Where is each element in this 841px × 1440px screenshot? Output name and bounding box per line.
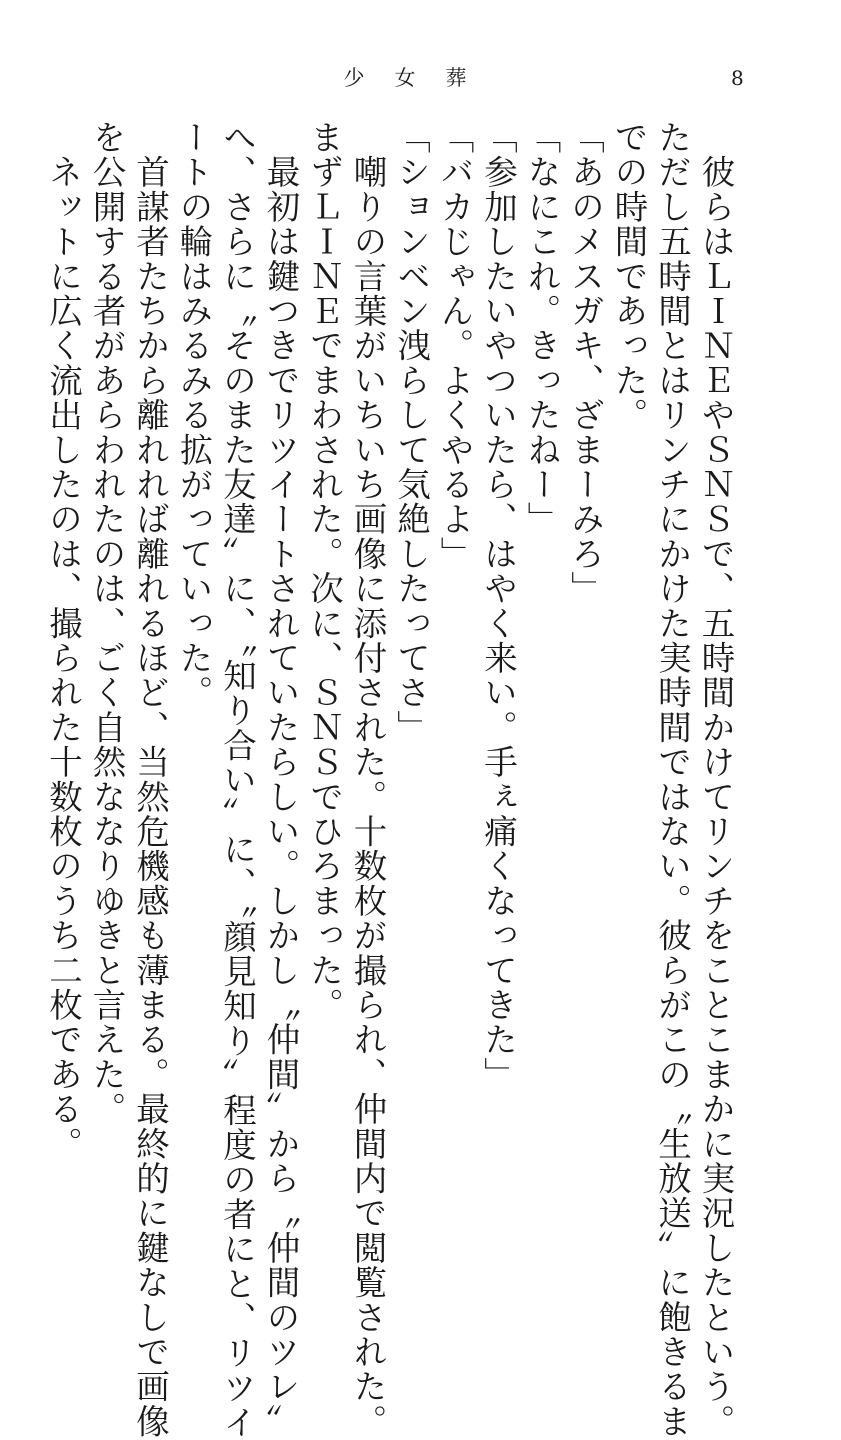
page-number: 8	[731, 66, 744, 90]
text-line: まずＬＩＮＥでまわされた。次に、ＳＮＳでひろまった。	[304, 120, 344, 1023]
text-line: ただし五時間とはリンチにかけた実時間ではない。彼らがこの〝生放送〟に飽きるま	[652, 120, 692, 1439]
text-line: 最初は鍵つきでリツイートされていたらしい。しかし〝仲間〟から〝仲間のツレ〟	[261, 120, 300, 1439]
text-line: 「あのメスガキ、ざまーみろ」	[565, 120, 605, 606]
text-line: ートの輪はみるみる拡がっていった。	[174, 120, 213, 710]
text-line: 「バカじゃん。よくやるよ」	[435, 120, 474, 572]
text-line: 「なにこれ。きったねー」	[522, 120, 561, 537]
text-line: へ、さらに〝そのまた友達〟に、〝知り合い〟に、〝顔見知り〟程度の者にと、リツイ	[217, 120, 257, 1440]
text-line: 彼らはＬＩＮＥやＳＮＳで、五時間かけてリンチをことこまかに実況したという。	[696, 120, 735, 1439]
body-text	[41, 120, 737, 1440]
text-line: での時間であった。	[609, 120, 648, 433]
text-line: 「参加したいやついたら、はやく来い。手ぇ痛くなってきた」	[478, 120, 518, 1092]
text-line: ネットに広く流出したのは、撮られた十数枚のうち二枚である。	[43, 120, 83, 1161]
text-line: 首謀者たちから離れれば離れるほど、当然危機感も薄まる。最終的に鍵なしで画像	[130, 120, 170, 1439]
running-title: 少女葬	[343, 66, 497, 90]
text-line: 「ションベン洩らして気絶したってさ」	[391, 120, 431, 745]
text-line: 嘲りの言葉がいちいち画像に添付された。十数枚が撮られ、仲間内で閲覧された。	[348, 120, 387, 1439]
text-line: を公開する者があらわれたのは、ごく自然ななりゆきと言えた。	[87, 120, 126, 1127]
